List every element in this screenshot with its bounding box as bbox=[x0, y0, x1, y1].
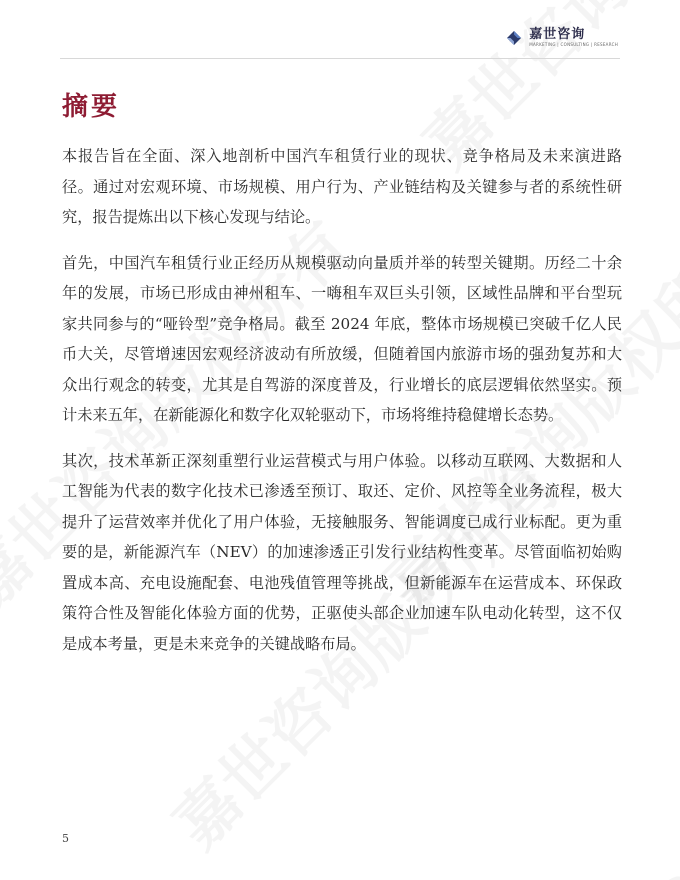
paragraph-first: 首先，中国汽车租赁行业正经历从规模驱动向量质并举的转型关键期。历经二十余年的发展，市场已形成由神州租车、一嗨租车双巨头引领，区域性品牌和平台型玩家共同参与的“哑铃型”竞争格局。截至 2024 年底，整体市场规模已突破千亿人民币大关，尽管增速因宏观经济波动有所放缓，但随着国内旅游市场的强劲复苏和大众出行观念的转变，尤其是自驾游的深度普及，行业增长的底层逻辑依然坚实。预计未来五年，在新能源化和数字化双轮驱动下，市场将维持稳健增长态势。 bbox=[62, 253, 622, 424]
header-divider bbox=[60, 58, 620, 59]
page-number: 5 bbox=[62, 832, 69, 845]
company-name: 嘉世咨询 bbox=[529, 27, 586, 42]
company-tagline: MARKETING | CONSULTING | RESEARCH bbox=[529, 42, 618, 47]
company-logo-icon bbox=[505, 29, 523, 47]
page-title: 摘要 bbox=[62, 92, 121, 122]
paragraph-intro: 本报告旨在全面、深入地剖析中国汽车租赁行业的现状、竞争格局及未来演进路径。通过对宏观环境、市场规模、用户行为、产业链结构及关键参与者的系统性研究，报告提炼出以下核心发现与结论。 bbox=[62, 147, 622, 226]
page-header bbox=[0, 0, 680, 62]
paragraph-second: 其次，技术革新正深刻重塑行业运营模式与用户体验。以移动互联网、大数据和人工智能为代表的数字化技术已渗透至预订、取还、定价、风控等全业务流程，极大提升了运营效率并优化了用户体验，无接触服务、智能调度已成行业标配。更为重要的是，新能源汽车（NEV）的加速渗透正引发行业结构性变革。尽管面临初始购置成本高、充电设施配套、电池残值管理等挑战，但新能源车在运营成本、环保政策符合性及智能化体验方面的优势，正驱使头部企业加速车队电动化转型，这不仅是成本考量，更是未来竞争的关键战略布局。 bbox=[62, 451, 622, 653]
abstract-body bbox=[62, 141, 622, 674]
company-logo bbox=[505, 28, 618, 48]
